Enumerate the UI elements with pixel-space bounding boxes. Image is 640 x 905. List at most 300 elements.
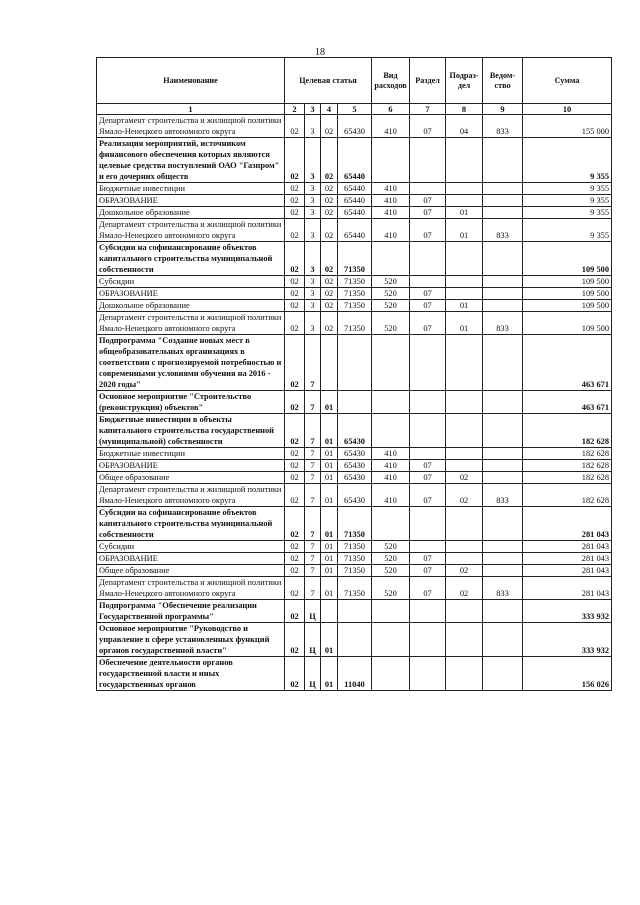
code-program: 02 — [285, 391, 305, 414]
expense-type: 410 — [372, 484, 410, 507]
row-name: Дошкольное образование — [97, 207, 285, 219]
subsection — [446, 242, 483, 276]
expense-type: 520 — [372, 565, 410, 577]
expense-type — [372, 391, 410, 414]
subsection: 01 — [446, 312, 483, 335]
code-direction: 71350 — [338, 507, 372, 541]
code-event: 02 — [321, 219, 338, 242]
subsection: 02 — [446, 484, 483, 507]
code-direction: 11040 — [338, 657, 372, 691]
expense-type — [372, 414, 410, 448]
expense-type — [372, 138, 410, 183]
column-number: 2 — [285, 104, 305, 115]
code-event: 02 — [321, 312, 338, 335]
code-program: 02 — [285, 115, 305, 138]
code-direction — [338, 623, 372, 657]
amount: 109 500 — [523, 312, 612, 335]
expense-type: 410 — [372, 195, 410, 207]
section — [410, 600, 446, 623]
code-program: 02 — [285, 300, 305, 312]
section: 07 — [410, 460, 446, 472]
section: 07 — [410, 300, 446, 312]
table-row — [97, 276, 612, 288]
row-name: Субсидии на софинансирование объектов капитального строительства муниципальной собственности — [97, 507, 285, 541]
code-program: 02 — [285, 448, 305, 460]
amount: 182 628 — [523, 414, 612, 448]
code-direction: 65440 — [338, 195, 372, 207]
code-event: 02 — [321, 138, 338, 183]
code-direction: 65440 — [338, 219, 372, 242]
section: 07 — [410, 219, 446, 242]
code-direction: 65430 — [338, 472, 372, 484]
code-direction: 71350 — [338, 242, 372, 276]
expense-type: 410 — [372, 207, 410, 219]
code-subprogram: 7 — [305, 541, 321, 553]
code-direction: 71350 — [338, 276, 372, 288]
code-event: 01 — [321, 484, 338, 507]
code-event: 01 — [321, 565, 338, 577]
code-program: 02 — [285, 484, 305, 507]
code-subprogram: Ц — [305, 623, 321, 657]
code-program: 02 — [285, 460, 305, 472]
column-number: 8 — [446, 104, 483, 115]
expense-type: 520 — [372, 577, 410, 600]
subsection — [446, 288, 483, 300]
code-event: 02 — [321, 115, 338, 138]
section — [410, 541, 446, 553]
code-event: 01 — [321, 391, 338, 414]
code-program: 02 — [285, 472, 305, 484]
code-event: 02 — [321, 207, 338, 219]
department-code — [483, 553, 523, 565]
code-event: 02 — [321, 300, 338, 312]
amount: 156 026 — [523, 657, 612, 691]
subsection — [446, 541, 483, 553]
code-direction: 65430 — [338, 115, 372, 138]
code-direction — [338, 391, 372, 414]
expense-type — [372, 623, 410, 657]
section — [410, 335, 446, 391]
table-row — [97, 242, 612, 276]
expense-type — [372, 657, 410, 691]
table-header-row — [97, 58, 612, 104]
code-program: 02 — [285, 242, 305, 276]
table-row — [97, 391, 612, 414]
row-name: Субсидии — [97, 541, 285, 553]
code-subprogram: 3 — [305, 195, 321, 207]
header-target: Целевая статья — [285, 58, 372, 104]
code-event: 01 — [321, 507, 338, 541]
subsection — [446, 391, 483, 414]
code-subprogram: 3 — [305, 242, 321, 276]
subsection — [446, 507, 483, 541]
row-name: Субсидии на софинансирование объектов капитального строительства муниципальной собственности — [97, 242, 285, 276]
table-row — [97, 448, 612, 460]
department-code — [483, 391, 523, 414]
section — [410, 138, 446, 183]
row-name: Бюджетные инвестиции в объекты капитального строительства государственной (муниципальной) собственности — [97, 414, 285, 448]
section: 07 — [410, 207, 446, 219]
table-row — [97, 553, 612, 565]
code-direction: 65430 — [338, 484, 372, 507]
expense-type — [372, 335, 410, 391]
amount: 9 355 — [523, 219, 612, 242]
amount: 182 628 — [523, 448, 612, 460]
department-code — [483, 657, 523, 691]
header-razdel: Раздел — [410, 58, 446, 104]
subsection — [446, 460, 483, 472]
section: 07 — [410, 565, 446, 577]
expense-type: 520 — [372, 288, 410, 300]
code-subprogram: 3 — [305, 115, 321, 138]
expense-type: 410 — [372, 219, 410, 242]
amount: 182 628 — [523, 472, 612, 484]
row-name: Подпрограмма "Создание новых мест в общеобразовательных организациях в соответствии с прогнозируемой потребностью и современными условиями обучения на 2016 - 2020 годы" — [97, 335, 285, 391]
subsection: 01 — [446, 207, 483, 219]
code-program: 02 — [285, 565, 305, 577]
code-subprogram: Ц — [305, 657, 321, 691]
code-direction: 65440 — [338, 138, 372, 183]
amount: 333 932 — [523, 600, 612, 623]
row-name: Департамент строительства и жилищной политики Ямало-Ненецкого автономного округа — [97, 115, 285, 138]
expense-type — [372, 507, 410, 541]
section: 07 — [410, 472, 446, 484]
code-subprogram: 7 — [305, 484, 321, 507]
code-program: 02 — [285, 219, 305, 242]
section — [410, 657, 446, 691]
expense-type: 410 — [372, 448, 410, 460]
code-event: 01 — [321, 448, 338, 460]
code-direction: 71350 — [338, 541, 372, 553]
row-name: Основное мероприятие "Строительство (реконструкция) объектов" — [97, 391, 285, 414]
code-event — [321, 600, 338, 623]
department-code — [483, 565, 523, 577]
table-row — [97, 657, 612, 691]
code-subprogram: 3 — [305, 219, 321, 242]
amount: 463 671 — [523, 391, 612, 414]
subsection — [446, 183, 483, 195]
department-code — [483, 242, 523, 276]
amount: 109 500 — [523, 276, 612, 288]
subsection: 04 — [446, 115, 483, 138]
header-vid: Вид расходов — [372, 58, 410, 104]
header-vedomstvo: Ведом-ство — [483, 58, 523, 104]
department-code: 833 — [483, 115, 523, 138]
expense-type: 410 — [372, 460, 410, 472]
row-name: ОБРАЗОВАНИЕ — [97, 288, 285, 300]
department-code — [483, 138, 523, 183]
amount: 281 043 — [523, 565, 612, 577]
code-subprogram: 7 — [305, 335, 321, 391]
code-event: 01 — [321, 460, 338, 472]
department-code: 833 — [483, 312, 523, 335]
department-code — [483, 183, 523, 195]
code-program: 02 — [285, 657, 305, 691]
code-event: 01 — [321, 541, 338, 553]
row-name: Бюджетные инвестиции — [97, 448, 285, 460]
code-event: 02 — [321, 288, 338, 300]
code-program: 02 — [285, 623, 305, 657]
row-name: Субсидии — [97, 276, 285, 288]
column-number: 1 — [97, 104, 285, 115]
code-event: 01 — [321, 414, 338, 448]
row-name: Департамент строительства и жилищной политики Ямало-Ненецкого автономного округа — [97, 312, 285, 335]
section — [410, 276, 446, 288]
row-name: ОБРАЗОВАНИЕ — [97, 460, 285, 472]
code-subprogram: 3 — [305, 138, 321, 183]
code-direction: 71350 — [338, 553, 372, 565]
code-subprogram: 3 — [305, 288, 321, 300]
row-name: Дошкольное образование — [97, 300, 285, 312]
row-name: Обеспечение деятельности органов государственной власти и иных государственных органов — [97, 657, 285, 691]
department-code — [483, 195, 523, 207]
amount: 109 500 — [523, 300, 612, 312]
subsection: 02 — [446, 577, 483, 600]
amount: 281 043 — [523, 553, 612, 565]
section — [410, 414, 446, 448]
subsection — [446, 448, 483, 460]
expense-type — [372, 242, 410, 276]
code-direction: 65430 — [338, 448, 372, 460]
section — [410, 391, 446, 414]
row-name: Реализация мероприятий, источником финансового обеспечения которых являются целевые средства поступлений ОАО "Газпром" и его дочерних обществ — [97, 138, 285, 183]
table-row — [97, 507, 612, 541]
row-name: Бюджетные инвестиции — [97, 183, 285, 195]
subsection — [446, 657, 483, 691]
code-event: 02 — [321, 276, 338, 288]
department-code — [483, 288, 523, 300]
department-code — [483, 300, 523, 312]
column-number: 3 — [305, 104, 321, 115]
code-subprogram: 3 — [305, 276, 321, 288]
row-name: Департамент строительства и жилищной политики Ямало-Ненецкого автономного округа — [97, 484, 285, 507]
row-name: Основное мероприятие "Руководство и управление в сфере установленных функций органов государственной власти" — [97, 623, 285, 657]
code-direction: 71350 — [338, 312, 372, 335]
code-event: 01 — [321, 577, 338, 600]
column-number-row — [97, 104, 612, 115]
column-number: 7 — [410, 104, 446, 115]
section — [410, 448, 446, 460]
code-program: 02 — [285, 195, 305, 207]
amount: 281 043 — [523, 541, 612, 553]
table-row — [97, 312, 612, 335]
subsection — [446, 195, 483, 207]
code-event — [321, 335, 338, 391]
section — [410, 183, 446, 195]
table-row — [97, 623, 612, 657]
section: 07 — [410, 484, 446, 507]
amount: 9 355 — [523, 195, 612, 207]
column-number: 9 — [483, 104, 523, 115]
section: 07 — [410, 288, 446, 300]
expense-type: 410 — [372, 115, 410, 138]
section: 07 — [410, 195, 446, 207]
table-row — [97, 207, 612, 219]
amount: 182 628 — [523, 484, 612, 507]
table-row — [97, 300, 612, 312]
code-event: 02 — [321, 195, 338, 207]
code-subprogram: 7 — [305, 507, 321, 541]
budget-table — [96, 57, 612, 691]
table-row — [97, 138, 612, 183]
row-name: Общее образование — [97, 472, 285, 484]
table-row — [97, 195, 612, 207]
expense-type: 520 — [372, 553, 410, 565]
subsection: 01 — [446, 219, 483, 242]
table-row — [97, 565, 612, 577]
department-code — [483, 507, 523, 541]
department-code — [483, 207, 523, 219]
row-name: Подпрограмма "Обеспечение реализации Государственной программы" — [97, 600, 285, 623]
code-direction: 65440 — [338, 183, 372, 195]
amount: 9 355 — [523, 207, 612, 219]
code-direction: 71350 — [338, 565, 372, 577]
code-subprogram: 7 — [305, 391, 321, 414]
expense-type: 410 — [372, 183, 410, 195]
code-event: 02 — [321, 242, 338, 276]
row-name: Департамент строительства и жилищной политики Ямало-Ненецкого автономного округа — [97, 577, 285, 600]
code-program: 02 — [285, 600, 305, 623]
code-event: 01 — [321, 623, 338, 657]
table-row — [97, 414, 612, 448]
page-number: 18 — [315, 47, 325, 58]
column-number: 6 — [372, 104, 410, 115]
code-subprogram: 7 — [305, 577, 321, 600]
code-direction: 65430 — [338, 460, 372, 472]
amount: 9 355 — [523, 183, 612, 195]
table-row — [97, 541, 612, 553]
amount: 333 932 — [523, 623, 612, 657]
section — [410, 507, 446, 541]
table-row — [97, 460, 612, 472]
section — [410, 623, 446, 657]
department-code — [483, 623, 523, 657]
code-program: 02 — [285, 276, 305, 288]
code-subprogram: 7 — [305, 565, 321, 577]
code-subprogram: 7 — [305, 460, 321, 472]
header-summa: Сумма — [523, 58, 612, 104]
section: 07 — [410, 115, 446, 138]
amount: 9 355 — [523, 138, 612, 183]
code-program: 02 — [285, 335, 305, 391]
code-event: 01 — [321, 657, 338, 691]
department-code — [483, 460, 523, 472]
department-code — [483, 600, 523, 623]
department-code — [483, 448, 523, 460]
code-event: 01 — [321, 472, 338, 484]
subsection — [446, 276, 483, 288]
table-row — [97, 183, 612, 195]
amount: 109 500 — [523, 242, 612, 276]
table-row — [97, 600, 612, 623]
table-row — [97, 115, 612, 138]
amount: 109 500 — [523, 288, 612, 300]
section — [410, 242, 446, 276]
code-direction: 71350 — [338, 577, 372, 600]
code-subprogram: 3 — [305, 300, 321, 312]
subsection — [446, 623, 483, 657]
code-subprogram: 7 — [305, 448, 321, 460]
table-row — [97, 577, 612, 600]
code-subprogram: 3 — [305, 207, 321, 219]
column-number: 10 — [523, 104, 612, 115]
subsection — [446, 414, 483, 448]
code-subprogram: 3 — [305, 312, 321, 335]
amount: 463 671 — [523, 335, 612, 391]
code-event: 01 — [321, 553, 338, 565]
code-direction: 71350 — [338, 300, 372, 312]
code-subprogram: 7 — [305, 553, 321, 565]
amount: 281 043 — [523, 507, 612, 541]
row-name: ОБРАЗОВАНИЕ — [97, 195, 285, 207]
department-code: 833 — [483, 484, 523, 507]
code-subprogram: 7 — [305, 414, 321, 448]
code-program: 02 — [285, 553, 305, 565]
code-program: 02 — [285, 183, 305, 195]
code-program: 02 — [285, 507, 305, 541]
row-name: Департамент строительства и жилищной политики Ямало-Ненецкого автономного округа — [97, 219, 285, 242]
department-code — [483, 335, 523, 391]
table-row — [97, 288, 612, 300]
section: 07 — [410, 577, 446, 600]
table-row — [97, 472, 612, 484]
expense-type: 520 — [372, 312, 410, 335]
code-program: 02 — [285, 138, 305, 183]
expense-type: 520 — [372, 541, 410, 553]
amount: 281 043 — [523, 577, 612, 600]
table-row — [97, 219, 612, 242]
code-direction — [338, 335, 372, 391]
code-program: 02 — [285, 541, 305, 553]
expense-type — [372, 600, 410, 623]
code-program: 02 — [285, 414, 305, 448]
code-program: 02 — [285, 577, 305, 600]
header-name: Наименование — [97, 58, 285, 104]
column-number: 5 — [338, 104, 372, 115]
expense-type: 520 — [372, 276, 410, 288]
header-podrazdel: Подраз-дел — [446, 58, 483, 104]
department-code: 833 — [483, 219, 523, 242]
subsection: 02 — [446, 565, 483, 577]
code-program: 02 — [285, 288, 305, 300]
subsection — [446, 335, 483, 391]
code-program: 02 — [285, 312, 305, 335]
code-direction: 65430 — [338, 414, 372, 448]
code-direction — [338, 600, 372, 623]
column-number: 4 — [321, 104, 338, 115]
section: 07 — [410, 553, 446, 565]
row-name: ОБРАЗОВАНИЕ — [97, 553, 285, 565]
department-code — [483, 414, 523, 448]
code-program: 02 — [285, 207, 305, 219]
department-code — [483, 472, 523, 484]
expense-type: 520 — [372, 300, 410, 312]
code-direction: 65440 — [338, 207, 372, 219]
code-subprogram: 3 — [305, 183, 321, 195]
amount: 182 628 — [523, 460, 612, 472]
subsection — [446, 600, 483, 623]
table-row — [97, 335, 612, 391]
subsection: 01 — [446, 300, 483, 312]
department-code — [483, 276, 523, 288]
subsection: 02 — [446, 472, 483, 484]
department-code — [483, 541, 523, 553]
section: 07 — [410, 312, 446, 335]
expense-type: 410 — [372, 472, 410, 484]
department-code: 833 — [483, 577, 523, 600]
code-subprogram: Ц — [305, 600, 321, 623]
code-direction: 71350 — [338, 288, 372, 300]
